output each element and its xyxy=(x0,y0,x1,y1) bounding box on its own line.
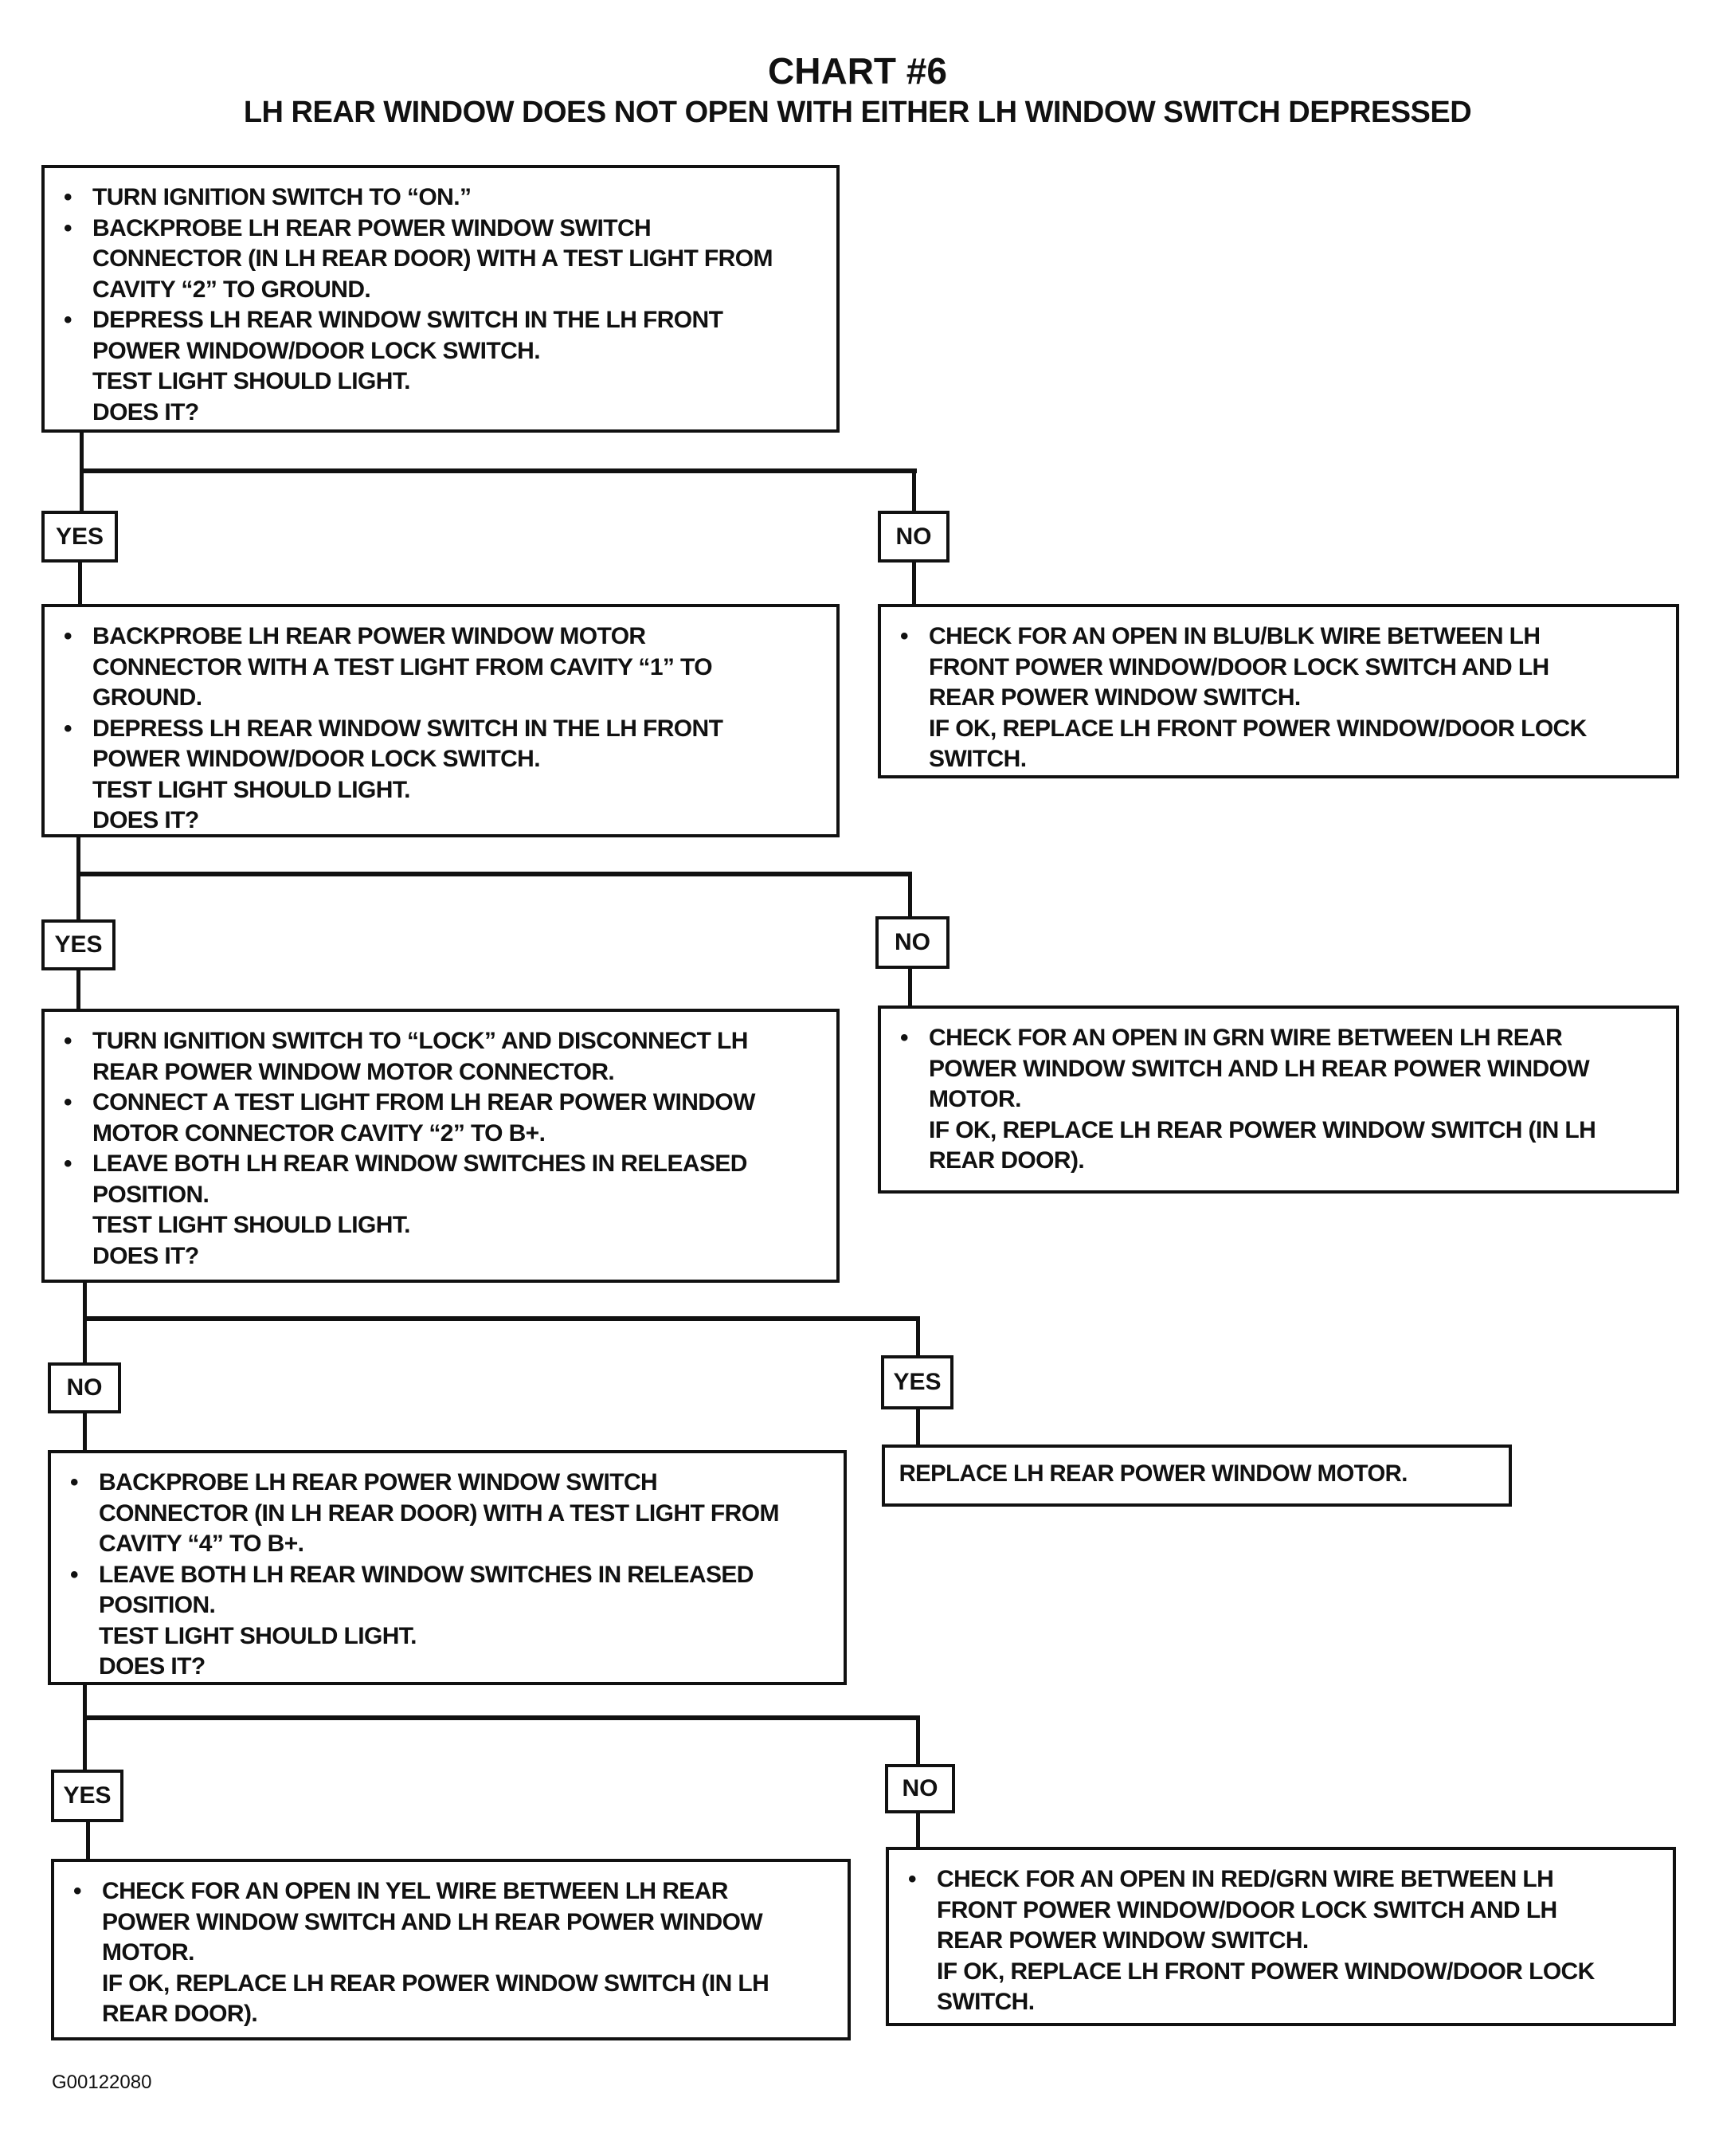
step-box xyxy=(41,1009,840,1283)
connector-line xyxy=(83,1715,919,1720)
step-text: TEST LIGHT SHOULD LIGHT. xyxy=(99,1622,417,1649)
step-text xyxy=(59,1088,828,1119)
step-text: REAR DOOR). xyxy=(929,1147,1085,1174)
step-text xyxy=(59,1026,828,1057)
step-text: GROUND. xyxy=(92,684,202,711)
step-box xyxy=(41,604,840,837)
step-text: CONNECTOR (IN LH REAR DOOR) WITH A TEST LIGHT FROM xyxy=(92,245,773,272)
step-text: REAR DOOR). xyxy=(102,2001,258,2027)
bullet-icon: • xyxy=(64,1089,72,1115)
step-text: MOTOR. xyxy=(929,1086,1021,1112)
step-text: POWER WINDOW/DOOR LOCK SWITCH. xyxy=(92,337,540,364)
bullet-icon: • xyxy=(70,1561,78,1588)
step-text xyxy=(59,305,828,336)
step-text-content: CHECK FOR AN OPEN IN YEL WIRE BETWEEN LH REAR xyxy=(102,1878,728,1904)
step-text: DOES IT? xyxy=(92,1242,199,1269)
step-text: TEST LIGHT SHOULD LIGHT. xyxy=(92,1212,410,1238)
step-text xyxy=(59,714,828,745)
step-text: POSITION. xyxy=(92,1181,209,1208)
step-box xyxy=(878,604,1679,778)
connector-line xyxy=(912,563,916,606)
no-label: NO xyxy=(875,916,950,969)
connector-line xyxy=(916,1813,920,1848)
connector-line xyxy=(908,872,912,918)
connector-line xyxy=(80,468,917,473)
connector-line xyxy=(76,970,80,1010)
connector-line xyxy=(83,1316,919,1321)
bullet-icon: • xyxy=(64,715,72,742)
step-text xyxy=(59,182,828,214)
step-text xyxy=(65,1468,836,1499)
step-text-content: TURN IGNITION SWITCH TO “LOCK” AND DISCONNECT LH xyxy=(92,1028,748,1054)
step-text: IF OK, REPLACE LH REAR POWER WINDOW SWITCH (IN LH xyxy=(929,1116,1596,1143)
no-label: NO xyxy=(878,511,950,563)
step-text xyxy=(895,621,1668,653)
connector-line xyxy=(76,837,80,921)
step-text: TEST LIGHT SHOULD LIGHT. xyxy=(92,776,410,803)
step-text: DOES IT? xyxy=(99,1653,206,1680)
connector-line xyxy=(83,1685,87,1771)
step-text: REPLACE LH REAR POWER WINDOW MOTOR. xyxy=(899,1460,1408,1487)
step-text-content: LEAVE BOTH LH REAR WINDOW SWITCHES IN RELEASED xyxy=(99,1561,754,1588)
connector-line xyxy=(83,1413,87,1452)
step-text: DOES IT? xyxy=(92,398,199,425)
no-label: NO xyxy=(885,1764,955,1813)
step-text: FRONT POWER WINDOW/DOOR LOCK SWITCH AND LH xyxy=(929,653,1549,680)
bullet-icon: • xyxy=(64,1151,72,1177)
step-text-content: BACKPROBE LH REAR POWER WINDOW SWITCH xyxy=(99,1469,658,1495)
connector-line xyxy=(908,969,912,1007)
bullet-icon: • xyxy=(900,623,908,649)
step-text-content: BACKPROBE LH REAR POWER WINDOW SWITCH xyxy=(92,214,652,241)
connector-line xyxy=(76,872,911,876)
step-text: CAVITY “4” TO B+. xyxy=(99,1531,304,1557)
connector-line xyxy=(83,1283,87,1364)
step-text xyxy=(903,1864,1665,1895)
yes-label: YES xyxy=(881,1355,953,1409)
bullet-icon: • xyxy=(64,1028,72,1054)
connector-line xyxy=(86,1822,90,1860)
connector-line xyxy=(916,1409,920,1446)
step-box xyxy=(48,1450,847,1685)
step-text: IF OK, REPLACE LH REAR POWER WINDOW SWITCH (IN LH xyxy=(102,1970,769,1997)
bullet-icon: • xyxy=(64,307,72,333)
step-text: TEST LIGHT SHOULD LIGHT. xyxy=(92,368,410,394)
action-box xyxy=(882,1445,1512,1507)
yes-label: YES xyxy=(41,919,116,970)
step-text-content: LEAVE BOTH LH REAR WINDOW SWITCHES IN RELEASED xyxy=(92,1151,747,1177)
step-text xyxy=(59,1149,828,1180)
step-text xyxy=(895,1023,1668,1054)
step-text: POWER WINDOW SWITCH AND LH REAR POWER WINDOW xyxy=(102,1908,763,1935)
connector-line xyxy=(912,468,916,512)
step-text: MOTOR CONNECTOR CAVITY “2” TO B+. xyxy=(92,1119,546,1147)
step-text: FRONT POWER WINDOW/DOOR LOCK SWITCH AND LH xyxy=(937,1896,1557,1923)
step-box xyxy=(51,1859,851,2040)
step-text: CAVITY “2” TO GROUND. xyxy=(92,276,371,303)
step-text-content: TURN IGNITION SWITCH TO “ON.” xyxy=(92,184,472,210)
step-text: REAR POWER WINDOW SWITCH. xyxy=(937,1927,1309,1954)
yes-label: YES xyxy=(51,1770,123,1822)
step-text: CONNECTOR WITH A TEST LIGHT FROM CAVITY “1” TO xyxy=(92,653,712,680)
step-text xyxy=(59,621,828,653)
chart-title: CHART #6 xyxy=(768,50,947,92)
bullet-icon: • xyxy=(64,214,72,241)
step-text: CONNECTOR (IN LH REAR DOOR) WITH A TEST LIGHT FROM xyxy=(99,1499,779,1527)
step-text xyxy=(59,214,828,245)
step-text xyxy=(65,1560,836,1591)
bullet-icon: • xyxy=(73,1878,81,1904)
step-text-content: CHECK FOR AN OPEN IN RED/GRN WIRE BETWEEN LH xyxy=(937,1866,1554,1892)
bullet-icon: • xyxy=(908,1866,916,1892)
step-text: MOTOR. xyxy=(102,1939,194,1966)
step-text: REAR POWER WINDOW SWITCH. xyxy=(929,684,1301,711)
yes-label: YES xyxy=(41,511,118,563)
bullet-icon: • xyxy=(64,184,72,210)
step-text: SWITCH. xyxy=(929,746,1027,772)
bullet-icon: • xyxy=(64,623,72,649)
step-text: IF OK, REPLACE LH FRONT POWER WINDOW/DOOR LOCK xyxy=(929,715,1587,742)
connector-line xyxy=(916,1715,920,1766)
step-text xyxy=(69,1876,840,1907)
step-text: SWITCH. xyxy=(937,1989,1035,2015)
step-text: REAR POWER WINDOW MOTOR CONNECTOR. xyxy=(92,1058,615,1085)
bullet-icon: • xyxy=(900,1025,908,1051)
connector-line xyxy=(916,1316,920,1357)
step-box xyxy=(878,1005,1679,1194)
step-text-content: CHECK FOR AN OPEN IN GRN WIRE BETWEEN LH REAR xyxy=(929,1025,1563,1051)
step-text: POWER WINDOW/DOOR LOCK SWITCH. xyxy=(92,746,540,772)
figure-id: G00122080 xyxy=(52,2072,152,2093)
step-text: POWER WINDOW SWITCH AND LH REAR POWER WINDOW xyxy=(929,1055,1590,1082)
step-box xyxy=(886,1847,1676,2026)
step-box xyxy=(41,165,840,433)
step-text-content: DEPRESS LH REAR WINDOW SWITCH IN THE LH FRONT xyxy=(92,307,723,333)
connector-line xyxy=(78,563,82,606)
step-text: IF OK, REPLACE LH FRONT POWER WINDOW/DOOR LOCK xyxy=(937,1958,1595,1985)
step-text-content: BACKPROBE LH REAR POWER WINDOW MOTOR xyxy=(92,623,646,649)
bullet-icon: • xyxy=(70,1469,78,1495)
no-label: NO xyxy=(48,1362,121,1413)
step-text: POSITION. xyxy=(99,1592,216,1618)
step-text-content: CHECK FOR AN OPEN IN BLU/BLK WIRE BETWEEN LH xyxy=(929,623,1541,649)
step-text-content: CONNECT A TEST LIGHT FROM LH REAR POWER WINDOW xyxy=(92,1089,755,1115)
step-text-content: DEPRESS LH REAR WINDOW SWITCH IN THE LH FRONT xyxy=(92,715,723,742)
step-text: DOES IT? xyxy=(92,807,199,833)
chart-subtitle: LH REAR WINDOW DOES NOT OPEN WITH EITHER LH WINDOW SWITCH DEPRESSED xyxy=(243,96,1472,129)
